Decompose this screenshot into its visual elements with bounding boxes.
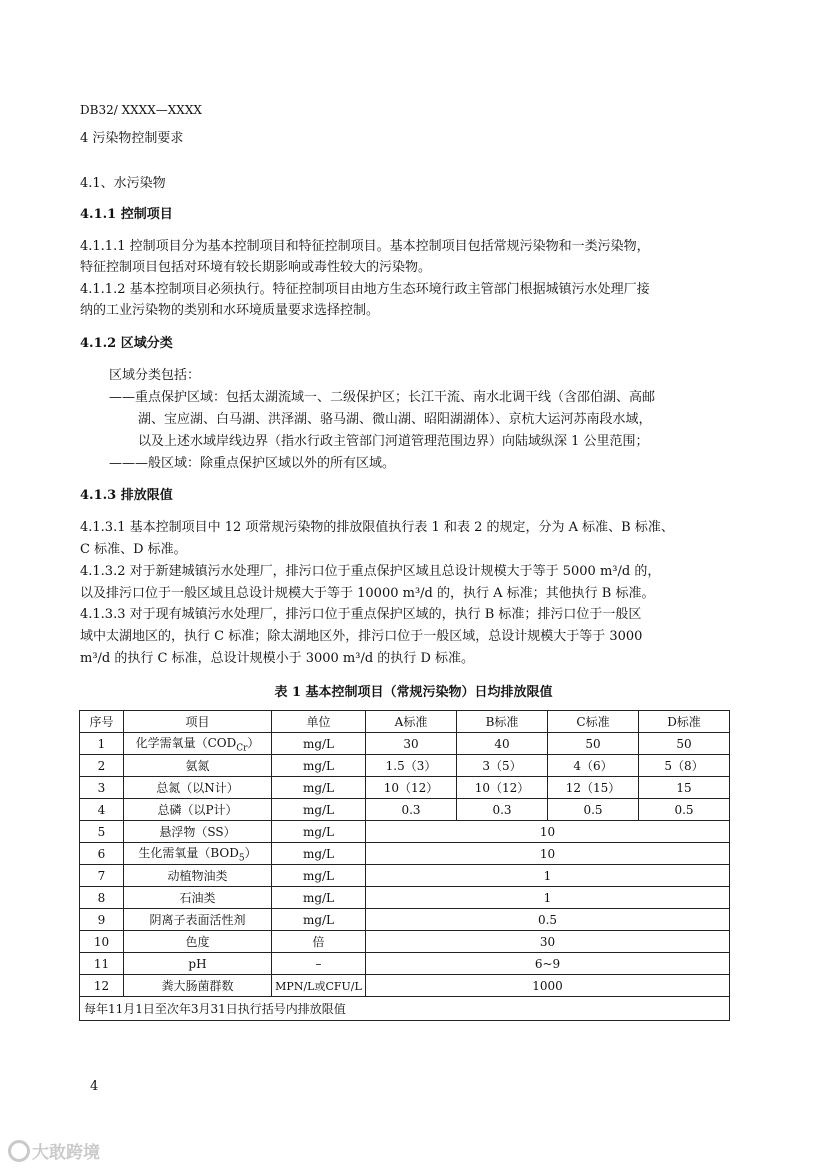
header-c-standard: C标准 [548, 711, 639, 733]
header-no: 序号 [80, 711, 124, 733]
watermark-logo-icon [8, 1140, 30, 1162]
cell-unit: mg/L [272, 755, 366, 777]
cell-no: 8 [80, 887, 124, 909]
page-number: 4 [90, 1079, 99, 1094]
cell-all-standards: 1 [366, 887, 730, 909]
para-4-1-3-3-line3: m³/d 的执行 C 标准，总设计规模小于 3000 m³/d 的执行 D 标准。 [80, 651, 474, 666]
cell-a: 0.3 [366, 799, 457, 821]
cell-item: 石油类 [124, 887, 272, 909]
cell-item: 悬浮物（SS） [124, 821, 272, 843]
table-1 [79, 710, 730, 1021]
table-note-row [80, 997, 730, 1021]
cell-item: pH [124, 953, 272, 975]
region-item-1-line1: ——重点保护区域：包括太湖流域一、二级保护区；长江干流、南水北调干线（含邵伯湖、高邮 [109, 390, 656, 405]
cell-unit: mg/L [272, 843, 366, 865]
table-row [80, 909, 730, 931]
cell-unit: mg/L [272, 799, 366, 821]
header-item: 项目 [124, 711, 272, 733]
cell-item: 氨氮 [124, 755, 272, 777]
cell-no: 11 [80, 953, 124, 975]
cell-unit: mg/L [272, 733, 366, 755]
watermark-text: 大敢跨境 [32, 1143, 100, 1163]
cell-unit: – [272, 953, 366, 975]
doc-code: DB32/ XXXX—XXXX [80, 103, 202, 117]
cell-item: 总磷（以P计） [124, 799, 272, 821]
cell-item-text: 生化需氧量（BOD [138, 845, 239, 860]
table-header-row [80, 711, 730, 733]
cell-b: 3（5） [457, 755, 548, 777]
region-item-2: ———般区域：除重点保护区域以外的所有区域。 [109, 456, 396, 471]
cell-item: 总氮（以N计） [124, 777, 272, 799]
para-4-1-3-1-line1: 4.1.3.1 基本控制项目中 12 项常规污染物的排放限值执行表 1 和表 2 的规定，分为 A 标准、B 标准、 [80, 520, 674, 535]
header-unit: 单位 [272, 711, 366, 733]
cell-unit: mg/L [272, 821, 366, 843]
cell-item-tail: ） [247, 735, 260, 750]
cell-no: 6 [80, 843, 124, 865]
cell-c: 50 [548, 733, 639, 755]
cell-unit: mg/L [272, 887, 366, 909]
table-row [80, 953, 730, 975]
table-row [80, 843, 730, 865]
cell-unit: mg/L [272, 909, 366, 931]
cell-d: 50 [639, 733, 730, 755]
table-row [80, 865, 730, 887]
section-4-1-3-title: 4.1.3 排放限值 [80, 488, 173, 503]
cell-all-standards: 1 [366, 865, 730, 887]
para-4-1-3-3-line1: 4.1.3.3 对于现有城镇污水处理厂，排污口位于重点保护区域的，执行 B 标准；排污口位于一般区 [80, 607, 642, 622]
region-intro: 区域分类包括： [109, 368, 201, 383]
cell-no: 3 [80, 777, 124, 799]
cell-all-standards: 30 [366, 931, 730, 953]
table-row [80, 821, 730, 843]
cell-b: 40 [457, 733, 548, 755]
section-4-1-1-title: 4.1.1 控制项目 [80, 207, 173, 222]
watermark [8, 1138, 100, 1163]
cell-item-text: 化学需氧量（COD [135, 735, 237, 750]
cell-all-standards: 6~9 [366, 953, 730, 975]
section-4-1-2-title: 4.1.2 区域分类 [80, 336, 173, 351]
section-4-1-title: 4.1、水污染物 [80, 176, 166, 191]
para-4-1-3-1-line2: C 标准、D 标准。 [80, 542, 187, 557]
cell-all-standards: 1000 [366, 975, 730, 997]
cell-item-subscript: Cr [236, 743, 248, 754]
cell-item [124, 733, 272, 755]
header-a-standard: A标准 [366, 711, 457, 733]
para-4-1-1-2-line2: 纳的工业污染物的类别和水环境质量要求选择控制。 [80, 303, 380, 318]
cell-all-standards: 10 [366, 821, 730, 843]
cell-no: 10 [80, 931, 124, 953]
cell-unit: mg/L [272, 865, 366, 887]
cell-no: 1 [80, 733, 124, 755]
para-4-1-3-2-line2: 以及排污口位于一般区域且总设计规模大于等于 10000 m³/d 的，执行 A 标准；其他执行 B 标准。 [80, 586, 655, 601]
table-row [80, 755, 730, 777]
cell-item-subscript: 5 [238, 853, 245, 864]
cell-item [124, 843, 272, 865]
header-b-standard: B标准 [457, 711, 548, 733]
para-4-1-3-2-line1: 4.1.3.2 对于新建城镇污水处理厂，排污口位于重点保护区域且总设计规模大于等于 5000 m³/d 的， [80, 564, 661, 579]
cell-no: 4 [80, 799, 124, 821]
cell-no: 2 [80, 755, 124, 777]
cell-all-standards: 10 [366, 843, 730, 865]
cell-a: 10（12） [366, 777, 457, 799]
region-item-1-line2: 湖、宝应湖、白马湖、洪泽湖、骆马湖、微山湖、昭阳湖湖体）、京杭大运河苏南段水域， [138, 412, 652, 427]
cell-a: 30 [366, 733, 457, 755]
cell-no: 5 [80, 821, 124, 843]
cell-item-tail: ） [244, 845, 257, 860]
cell-b: 0.3 [457, 799, 548, 821]
table-row [80, 799, 730, 821]
cell-d: 15 [639, 777, 730, 799]
para-4-1-1-1-line1: 4.1.1.1 控制项目分为基本控制项目和特征控制项目。基本控制项目包括常规污染物和一类污染物， [80, 239, 650, 254]
table-row [80, 975, 730, 997]
table-1-caption: 表 1 基本控制项目（常规污染物）日均排放限值 [274, 685, 553, 700]
cell-b: 10（12） [457, 777, 548, 799]
table-row [80, 887, 730, 909]
cell-a: 1.5（3） [366, 755, 457, 777]
para-4-1-3-3-line2: 域中太湖地区的，执行 C 标准；除太湖地区外，排污口位于一般区域，总设计规模大于等于 3000 [80, 629, 643, 644]
cell-all-standards: 0.5 [366, 909, 730, 931]
cell-item: 动植物油类 [124, 865, 272, 887]
header-d-standard: D标准 [639, 711, 730, 733]
cell-no: 7 [80, 865, 124, 887]
cell-item: 粪大肠菌群数 [124, 975, 272, 997]
cell-c: 12（15） [548, 777, 639, 799]
cell-c: 0.5 [548, 799, 639, 821]
cell-c: 4（6） [548, 755, 639, 777]
region-item-1-line3: 以及上述水域岸线边界（指水行政主管部门河道管理范围边界）向陆域纵深 1 公里范围； [138, 434, 649, 449]
cell-unit: MPN/L或CFU/L [272, 975, 366, 997]
cell-item: 阴离子表面活性剂 [124, 909, 272, 931]
para-4-1-1-2-line1: 4.1.1.2 基本控制项目必须执行。特征控制项目由地方生态环境行政主管部门根据城镇污水处理厂接 [80, 282, 650, 297]
section-4-title: 4 污染物控制要求 [80, 131, 184, 146]
cell-no: 12 [80, 975, 124, 997]
table-row [80, 777, 730, 799]
para-4-1-1-1-line2: 特征控制项目包括对环境有较长期影响或毒性较大的污染物。 [80, 260, 432, 275]
cell-no: 9 [80, 909, 124, 931]
table-note: 每年11月1日至次年3月31日执行括号内排放限值 [80, 997, 730, 1021]
cell-d: 0.5 [639, 799, 730, 821]
cell-unit: 倍 [272, 931, 366, 953]
cell-unit: mg/L [272, 777, 366, 799]
cell-item: 色度 [124, 931, 272, 953]
table-row [80, 931, 730, 953]
cell-d: 5（8） [639, 755, 730, 777]
table-row [80, 733, 730, 755]
